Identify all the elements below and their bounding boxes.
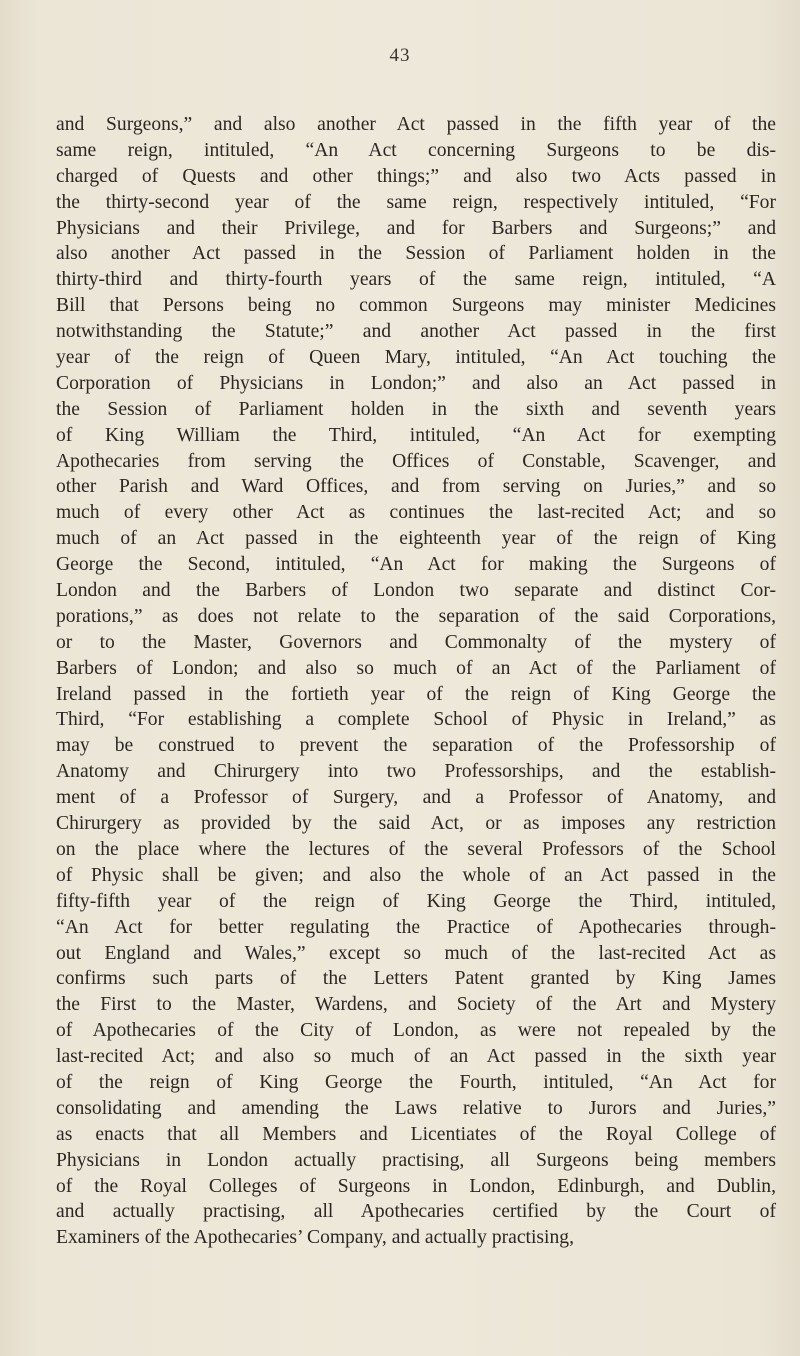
- text-line: Ireland passed in the fortieth year of the reign of King George the: [56, 683, 776, 705]
- text-line: Corporation of Physicians in London;” and also an Act passed in: [56, 372, 776, 394]
- text-line: charged of Quests and other things;” and also two Acts passed in: [56, 165, 776, 187]
- text-line: ment of a Professor of Surgery, and a Professor of Anatomy, and: [56, 787, 776, 809]
- text-line: Apothecaries from serving the Offices of Constable, Scavenger, and: [56, 450, 776, 472]
- page-number: 43: [389, 45, 411, 66]
- text-line: Physicians and their Privilege, and for Barbers and Surgeons;” and: [56, 217, 776, 239]
- text-line: of the reign of King George the Fourth, intituled, “An Act for: [56, 1071, 776, 1093]
- text-line: London and the Barbers of London two separate and distinct Cor-: [56, 580, 776, 602]
- text-line: may be construed to prevent the separation of the Professorship of: [56, 735, 776, 757]
- text-line: last-recited Act; and also so much of an Act passed in the sixth year: [56, 1046, 776, 1068]
- text-line: thirty-third and thirty-fourth years of the same reign, intituled, “A: [56, 269, 776, 291]
- text-line: of King William the Third, intituled, “An Act for exempting: [56, 424, 776, 446]
- text-line: Bill that Persons being no common Surgeons may minister Medicines: [56, 295, 776, 317]
- text-line: year of the reign of Queen Mary, intituled, “An Act touching the: [56, 347, 776, 369]
- text-line: Anatomy and Chirurgery into two Professorships, and the establish-: [56, 761, 776, 783]
- text-line: Examiners of the Apothecaries’ Company, and actually practising,: [56, 1227, 574, 1249]
- text-line: consolidating and amending the Laws relative to Jurors and Juries,”: [56, 1097, 776, 1119]
- text-line: or to the Master, Governors and Commonalty of the mystery of: [56, 631, 776, 653]
- text-line: Chirurgery as provided by the said Act, or as imposes any restriction: [56, 813, 776, 835]
- text-line: also another Act passed in the Session of Parliament holden in the: [56, 243, 776, 265]
- text-line: out England and Wales,” except so much of the last-recited Act as: [56, 942, 776, 964]
- text-line: as enacts that all Members and Licentiates of the Royal College of: [56, 1123, 776, 1145]
- text-line: of the Royal Colleges of Surgeons in London, Edinburgh, and Dublin,: [56, 1175, 776, 1197]
- text-line: Barbers of London; and also so much of an Act of the Parliament of: [56, 657, 776, 679]
- text-line: of Physic shall be given; and also the whole of an Act passed in the: [56, 864, 776, 886]
- text-line: fifty-fifth year of the reign of King George the Third, intituled,: [56, 890, 776, 912]
- text-line: confirms such parts of the Letters Patent granted by King James: [56, 968, 776, 990]
- text-line: much of an Act passed in the eighteenth year of the reign of King: [56, 528, 776, 550]
- text-line: the First to the Master, Wardens, and Society of the Art and Mystery: [56, 994, 776, 1016]
- text-line: notwithstanding the Statute;” and another Act passed in the first: [56, 321, 776, 343]
- text-line: on the place where the lectures of the several Professors of the School: [56, 838, 776, 860]
- text-line: of Apothecaries of the City of London, as were not repealed by the: [56, 1020, 776, 1042]
- text-line: same reign, intituled, “An Act concerning Surgeons to be dis-: [56, 139, 776, 161]
- text-line: the thirty-second year of the same reign, respectively intituled, “For: [56, 191, 776, 213]
- text-line: other Parish and Ward Offices, and from serving on Juries,” and so: [56, 476, 776, 498]
- text-line: porations,” as does not relate to the separation of the said Corporations,: [56, 605, 776, 627]
- text-line: and Surgeons,” and also another Act passed in the fifth year of the: [56, 114, 776, 135]
- body-text: [56, 112, 776, 1251]
- text-line: Third, “For establishing a complete School of Physic in Ireland,” as: [56, 709, 776, 731]
- text-line: the Session of Parliament holden in the sixth and seventh years: [56, 398, 776, 420]
- text-line: much of every other Act as continues the last-recited Act; and so: [56, 502, 776, 524]
- text-line: and actually practising, all Apothecaries certified by the Court of: [56, 1201, 776, 1223]
- text-line: “An Act for better regulating the Practice of Apothecaries through-: [56, 916, 776, 938]
- text-line: George the Second, intituled, “An Act for making the Surgeons of: [56, 554, 776, 576]
- text-line: Physicians in London actually practising, all Surgeons being members: [56, 1149, 776, 1171]
